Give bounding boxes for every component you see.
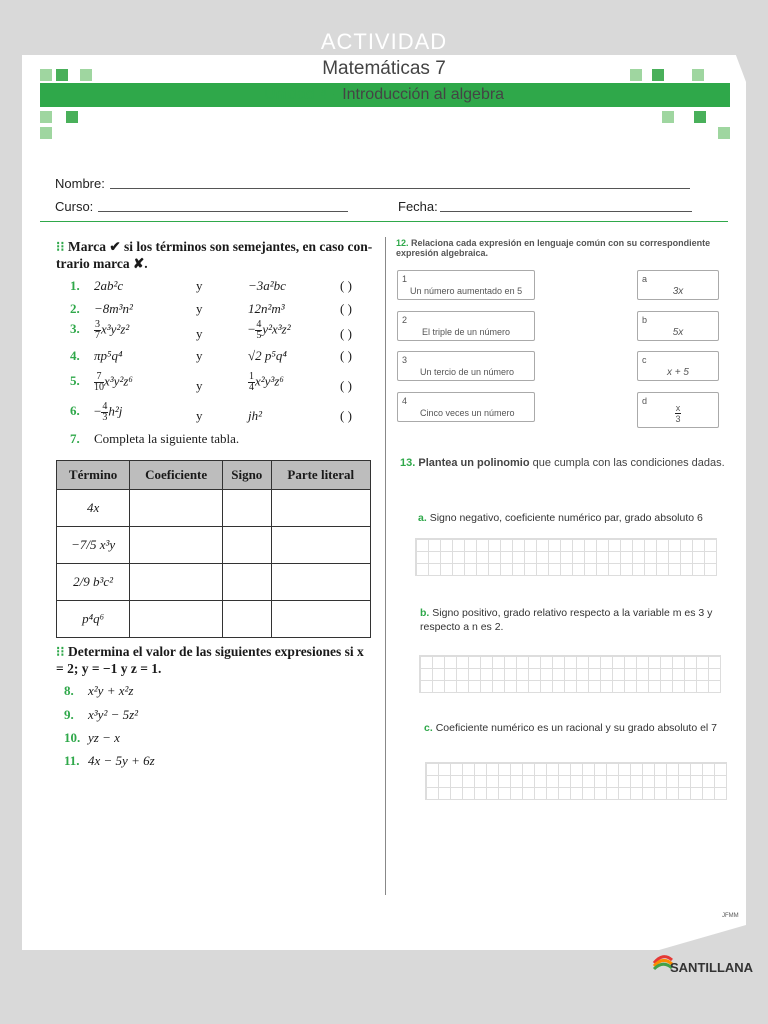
table-cell-empty[interactable] (223, 601, 272, 638)
decor-block (66, 111, 78, 123)
item-6-b: jh² (248, 408, 263, 423)
banner-title: ACTIVIDAD (320, 29, 448, 54)
table-cell-empty[interactable] (271, 564, 370, 601)
divider (40, 221, 728, 222)
algebra-box-b[interactable]: b 5x (637, 311, 719, 341)
bullet-icon: ⁝⁝ (56, 239, 68, 254)
table-row (57, 564, 371, 601)
table-header: Signo (223, 461, 272, 490)
bullet-icon: ⁝⁝ (56, 644, 68, 659)
table-cell-empty[interactable] (130, 564, 223, 601)
item-4-answer-box[interactable]: ( ) (340, 348, 352, 363)
table-header: Parte literal (271, 461, 370, 490)
table-cell-term: 4x (57, 490, 130, 527)
item-6: 6. − $\frac{4}{3}h^2j$ (70, 401, 123, 423)
item-3: 3. $\frac{3}{7}x^3y^2z^2$ (70, 319, 130, 341)
item-7: 7. Completa la siguiente tabla. (70, 431, 240, 446)
table-cell-term: 2/9 b³c² (57, 564, 130, 601)
table-header: Coeficiente (130, 461, 223, 490)
answer-grid-c[interactable] (425, 762, 727, 800)
name-label: Nombre: (55, 176, 105, 191)
question-12: 12. Relaciona cada expresión en lenguaje común con su correspondiente expresión algebraica. (396, 238, 711, 258)
instruction-evaluate: ⁝⁝ Determina el valor de las siguientes expresiones si x = 2; y = −1 y z = 1. (56, 644, 364, 676)
course-label: Curso: (55, 199, 94, 214)
author-code: JFMM (722, 913, 739, 919)
condition-a: a. Signo negativo, coeficiente numérico par, grado absoluto 6 (418, 512, 703, 524)
table-cell-empty[interactable] (223, 564, 272, 601)
expr-8: 8. x²y + x²z (64, 683, 134, 698)
phrase-box-4[interactable]: 4 Cinco veces un número (397, 392, 535, 422)
phrase-box-1[interactable]: 1 Un número aumentado en 5 (397, 270, 535, 300)
table-header: Término (57, 461, 130, 490)
date-label: Fecha: (398, 199, 438, 214)
decor-block (662, 111, 674, 123)
item-5-y: y (196, 378, 203, 393)
item-6-y: y (196, 408, 203, 423)
table-cell-empty[interactable] (271, 527, 370, 564)
algebra-box-c[interactable]: c x + 5 (637, 351, 719, 381)
item-1-y: y (196, 278, 203, 293)
name-field[interactable] (110, 188, 690, 189)
condition-c: c. Coeficiente numérico es un racional y su grado absoluto el 7 (424, 722, 718, 734)
table-cell-empty[interactable] (223, 490, 272, 527)
terms-table (56, 460, 371, 638)
subject-title: Matemáticas 7 (322, 58, 446, 79)
decor-block (694, 111, 706, 123)
decor-block (40, 111, 52, 123)
condition-b: b. Signo positivo, grado relativo respecto a la variable m es 3 y respecto a n es 2. (420, 607, 713, 633)
table-cell-empty[interactable] (130, 601, 223, 638)
algebra-box-a[interactable]: a 3x (637, 270, 719, 300)
item-2-y: y (196, 301, 203, 316)
decor-block (718, 127, 730, 139)
table-row (57, 601, 371, 638)
table-cell-empty[interactable] (271, 490, 370, 527)
item-5-answer-box[interactable]: ( ) (340, 378, 352, 393)
answer-grid-b[interactable] (419, 655, 721, 693)
item-1: 1. 2ab²c (70, 278, 124, 293)
item-3-b: − $\frac{4}{5}y^2x^3z^2$ (248, 319, 291, 341)
item-2-b: 12n²m³ (248, 301, 285, 316)
item-5-b: $\frac{1}{4}x^2y^3z^6$ (249, 371, 284, 393)
table-cell-empty[interactable] (271, 601, 370, 638)
unit-title (0, 86, 768, 104)
algebra-box-d[interactable]: d $\frac{x}{3}$ (637, 392, 719, 428)
item-4-b: √2 p⁵q⁴ (248, 348, 287, 363)
item-3-answer-box[interactable]: ( ) (340, 326, 352, 341)
item-4-y: y (196, 348, 203, 363)
table-cell-empty[interactable] (130, 527, 223, 564)
answer-grid-a[interactable] (415, 538, 717, 576)
unit-number: Unidad 4 - (263, 86, 338, 103)
item-1-answer-box[interactable]: ( ) (340, 278, 352, 293)
table-row (57, 527, 371, 564)
question-13: 13. Plantea un polinomio que cumpla con las condiciones dadas. (400, 457, 725, 469)
item-2-answer-box[interactable]: ( ) (340, 301, 352, 316)
phrase-box-3[interactable]: 3 Un tercio de un número (397, 351, 535, 381)
table-cell-term: p⁴q⁶ (57, 601, 130, 638)
item-2: 2. −8m³n² (70, 301, 133, 316)
phrase-box-2[interactable]: 2 El triple de un número (397, 311, 535, 341)
expr-10: 10. yz − x (64, 730, 120, 745)
table-cell-empty[interactable] (130, 490, 223, 527)
expr-11: 11. 4x − 5y + 6z (64, 753, 155, 768)
item-6-answer-box[interactable]: ( ) (340, 408, 352, 423)
item-1-b: −3a²bc (248, 278, 286, 293)
santillana-logo-text: SANTILLANA (670, 960, 754, 975)
item-4: 4. πp⁵q⁴ (70, 348, 123, 363)
expr-9: 9. x³y² − 5z² (64, 707, 139, 722)
item-3-y: y (196, 326, 203, 341)
item-5: 5. $\frac{7}{10}x^3y^2z^6$ (70, 371, 133, 393)
table-cell-empty[interactable] (223, 527, 272, 564)
instruction-similar-terms: ⁝⁝ Marca ✔ si los términos son semejantes, en caso con-trario marca ✘. (56, 239, 373, 271)
unit-name: Introducción al algebra (342, 86, 505, 103)
table-cell-term: −7/5 x³y (57, 527, 130, 564)
decor-block (40, 127, 52, 139)
column-divider (385, 237, 386, 895)
table-row (57, 490, 371, 527)
date-field[interactable] (440, 211, 692, 212)
course-field[interactable] (98, 211, 348, 212)
